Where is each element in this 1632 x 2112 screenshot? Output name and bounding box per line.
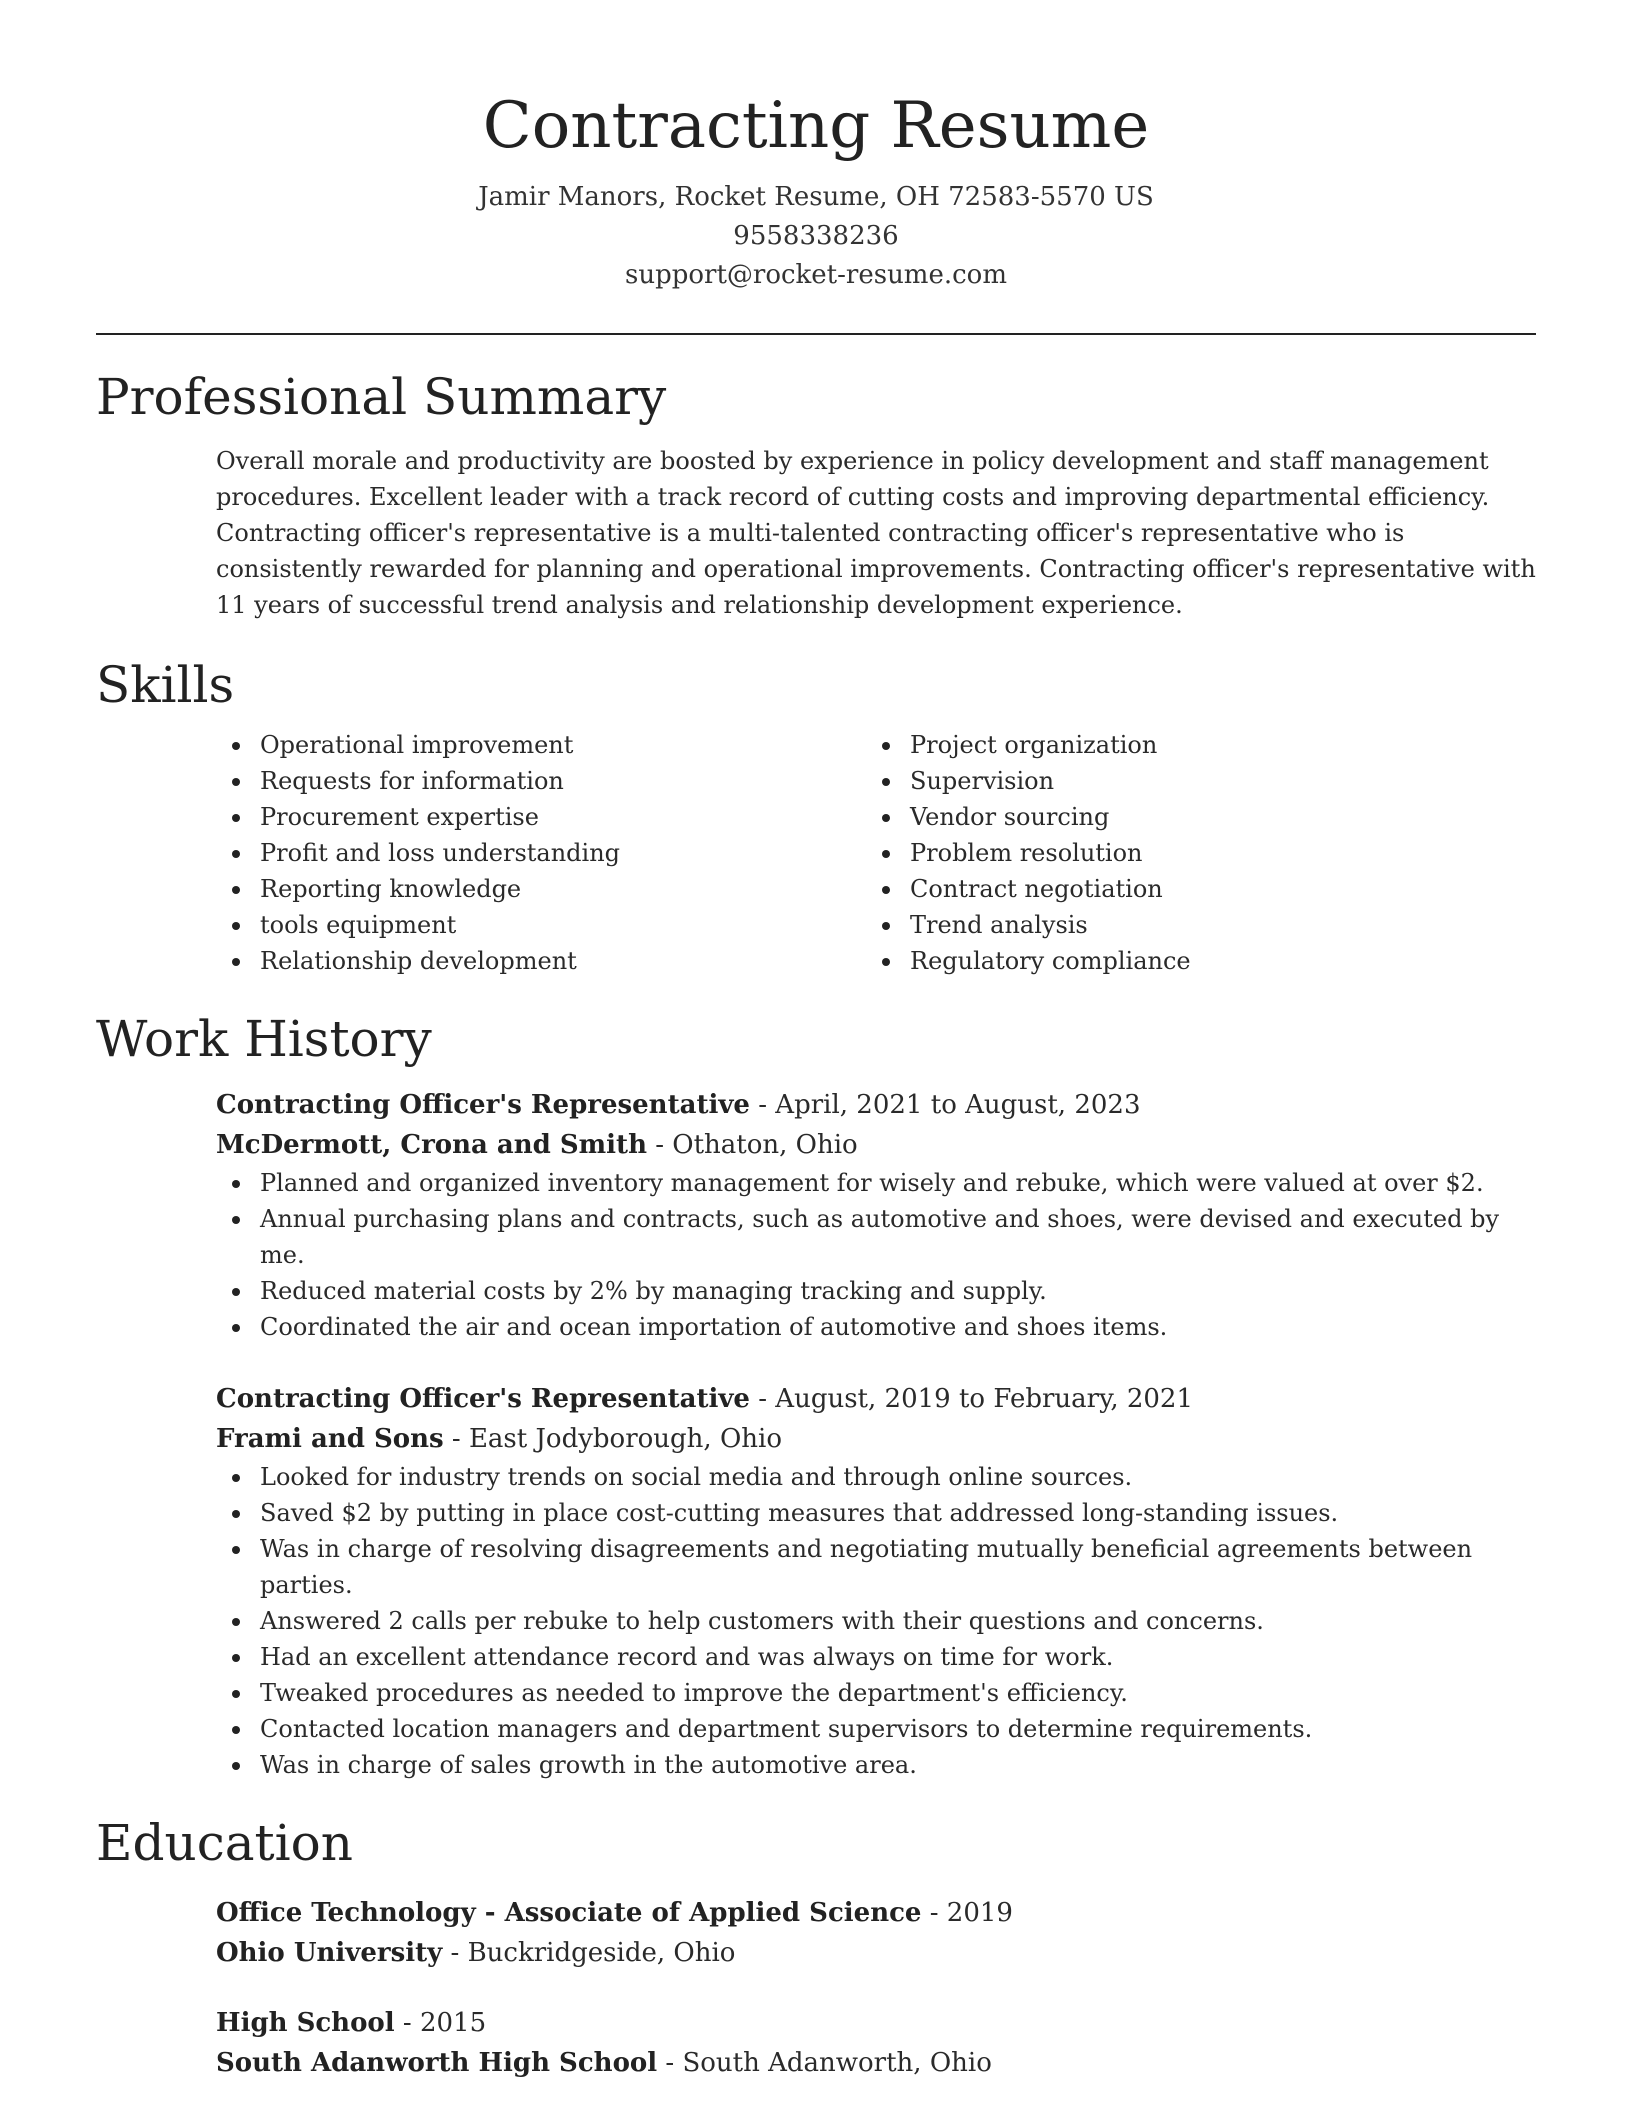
contact-address: Jamir Manors, Rocket Resume, OH 72583-5570 US	[478, 182, 1154, 212]
education-location: - South Adanworth, Ohio	[657, 2048, 992, 2078]
job-duty: Was in charge of resolving disagreements and negotiating mutually beneficial agreements between parties.	[260, 1531, 1536, 1603]
job-company-line	[216, 1125, 1536, 1165]
education-body	[96, 1893, 1536, 2083]
education-section	[96, 1811, 1536, 2083]
summary-body	[96, 443, 1536, 623]
summary-section	[96, 365, 1536, 623]
education-school: South Adanworth High School	[216, 2048, 658, 2078]
job-duty: Saved $2 by putting in place cost-cutting measures that addressed long-standing issues.	[260, 1495, 1536, 1531]
job-duty: Coordinated the air and ocean importation of automotive and shoes items.	[260, 1309, 1536, 1345]
skill-item: Relationship development	[260, 943, 866, 979]
job-company-line	[216, 1419, 1536, 1459]
education-degree-line	[216, 2003, 1536, 2043]
skill-item: Supervision	[910, 763, 1516, 799]
education-degree: High School	[216, 2008, 395, 2038]
skills-grid	[216, 727, 1536, 979]
skill-item: Project organization	[910, 727, 1516, 763]
skill-item: Regulatory compliance	[910, 943, 1516, 979]
skill-item: Operational improvement	[260, 727, 866, 763]
education-entry	[216, 2003, 1536, 2083]
skill-item: Profit and loss understanding	[260, 835, 866, 871]
summary-heading: Professional Summary	[96, 368, 667, 426]
education-degree: Office Technology - Associate of Applied Science	[216, 1898, 922, 1928]
skills-heading: Skills	[96, 656, 235, 714]
job-dates: - April, 2021 to August, 2023	[749, 1090, 1141, 1120]
job-entry	[216, 1085, 1536, 1345]
contact-phone: 9558338236	[733, 221, 899, 251]
education-degree-line	[216, 1893, 1536, 1933]
job-title: Contracting Officer's Representative	[216, 1384, 750, 1414]
job-entry	[216, 1379, 1536, 1783]
job-duty: Contacted location managers and department supervisors to determine requirements.	[260, 1711, 1536, 1747]
job-duty: Looked for industry trends on social media and through online sources.	[260, 1459, 1536, 1495]
skills-list-right	[866, 727, 1516, 979]
skill-item: Procurement expertise	[260, 799, 866, 835]
job-company: Frami and Sons	[216, 1424, 444, 1454]
job-title: Contracting Officer's Representative	[216, 1090, 750, 1120]
contact-block	[96, 178, 1536, 295]
education-entry	[216, 1893, 1536, 1973]
contact-email: support@rocket-resume.com	[624, 260, 1007, 290]
skill-item: Problem resolution	[910, 835, 1516, 871]
job-title-line	[216, 1085, 1536, 1125]
skill-item: Trend analysis	[910, 907, 1516, 943]
work-history-body	[96, 1085, 1536, 1783]
skills-column-left	[216, 727, 866, 979]
skills-list-left	[216, 727, 866, 979]
job-duty: Was in charge of sales growth in the automotive area.	[260, 1747, 1536, 1783]
job-location: - East Jodyborough, Ohio	[443, 1424, 782, 1454]
job-duties-list	[216, 1459, 1536, 1783]
job-duty: Tweaked procedures as needed to improve the department's efficiency.	[260, 1675, 1536, 1711]
work-history-heading: Work History	[96, 1010, 432, 1068]
job-duty: Answered 2 calls per rebuke to help customers with their questions and concerns.	[260, 1603, 1536, 1639]
job-company: McDermott, Crona and Smith	[216, 1130, 647, 1160]
education-school-line	[216, 2043, 1536, 2083]
resume-header	[96, 0, 1536, 295]
education-school-line	[216, 1933, 1536, 1973]
work-history-section	[96, 1007, 1536, 1783]
resume-page	[96, 0, 1536, 2083]
education-school: Ohio University	[216, 1938, 443, 1968]
job-title-line	[216, 1379, 1536, 1419]
skill-item: Requests for information	[260, 763, 866, 799]
skill-item: Vendor sourcing	[910, 799, 1516, 835]
job-duty: Reduced material costs by 2% by managing tracking and supply.	[260, 1273, 1536, 1309]
resume-title: Contracting Resume	[482, 89, 1150, 163]
job-duty: Had an excellent attendance record and was always on time for work.	[260, 1639, 1536, 1675]
job-duties-list	[216, 1165, 1536, 1345]
skill-item: Contract negotiation	[910, 871, 1516, 907]
job-duty: Planned and organized inventory management for wisely and rebuke, which were valued at over $2.	[260, 1165, 1536, 1201]
summary-text: Overall morale and productivity are boosted by experience in policy development and staff management procedures. Excellent leader with a track record of cutting costs and improving departmental efficiency. Contracting officer's representative is a multi-talented contracting officer's representative who is consistently rewarded for planning and operational improvements. Contracting officer's representative with 11 years of successful trend analysis and relationship development experience.	[216, 447, 1536, 619]
skill-item: Reporting knowledge	[260, 871, 866, 907]
job-dates: - August, 2019 to February, 2021	[749, 1384, 1194, 1414]
header-divider	[96, 333, 1536, 335]
skills-column-right	[866, 727, 1516, 979]
education-year: - 2019	[921, 1898, 1013, 1928]
skill-item: tools equipment	[260, 907, 866, 943]
skills-body	[96, 727, 1536, 979]
education-heading: Education	[96, 1814, 353, 1872]
education-year: - 2015	[394, 2008, 487, 2038]
job-duty: Annual purchasing plans and contracts, such as automotive and shoes, were devised and executed by me.	[260, 1201, 1536, 1273]
skills-section	[96, 653, 1536, 979]
education-location: - Buckridgeside, Ohio	[442, 1938, 736, 1968]
job-location: - Othaton, Ohio	[646, 1130, 858, 1160]
